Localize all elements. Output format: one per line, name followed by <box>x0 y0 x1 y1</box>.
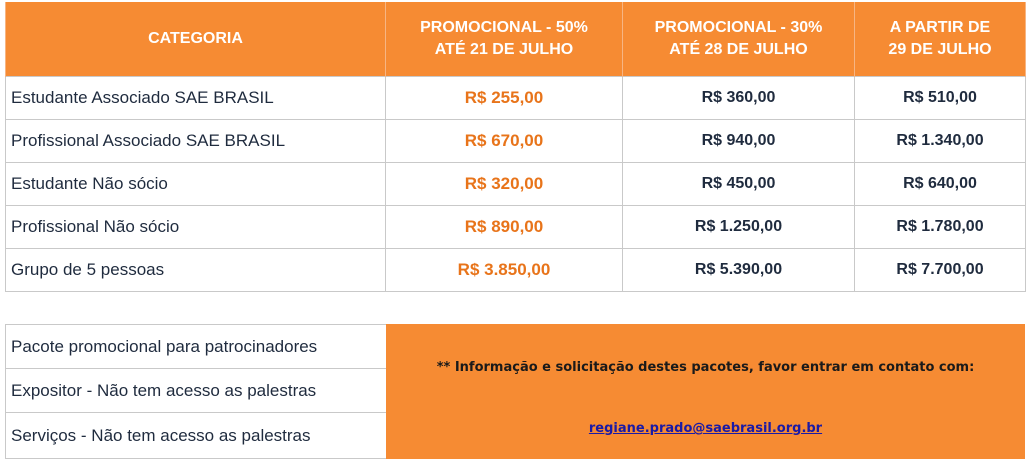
header-full-price-line2: 29 DE JULHO <box>888 41 992 58</box>
package-list <box>5 324 387 459</box>
header-promo-30-line2: ATÉ 28 DE JULHO <box>669 41 808 58</box>
promo-50-price: R$ 320,00 <box>386 163 623 206</box>
promo-30-price: R$ 360,00 <box>623 77 855 120</box>
category-cell: Profissional Não sócio <box>6 206 386 249</box>
header-promo-30-line1: PROMOCIONAL - 30% <box>654 19 823 36</box>
promo-50-price: R$ 890,00 <box>386 206 623 249</box>
table-row <box>6 120 1026 163</box>
full-price: R$ 1.340,00 <box>855 120 1026 163</box>
full-price: R$ 510,00 <box>855 77 1026 120</box>
category-cell: Estudante Não sócio <box>6 163 386 206</box>
package-contact-box <box>386 324 1025 459</box>
price-table <box>5 2 1026 292</box>
category-cell: Grupo de 5 pessoas <box>6 249 386 292</box>
list-item: Serviços - Não tem acesso as palestras <box>11 425 311 445</box>
full-price: R$ 1.780,00 <box>855 206 1026 249</box>
category-cell: Profissional Associado SAE BRASIL <box>6 120 386 163</box>
header-category-label: CATEGORIA <box>148 30 243 47</box>
price-table-header <box>6 2 1026 77</box>
promo-50-price: R$ 670,00 <box>386 120 623 163</box>
list-item: Pacote promocional para patrocinadores <box>6 325 386 369</box>
header-promo-50 <box>386 2 623 77</box>
table-row <box>6 249 1026 292</box>
promo-30-price: R$ 940,00 <box>623 120 855 163</box>
header-promo-50-line2: ATÉ 21 DE JULHO <box>434 41 574 58</box>
header-promo-30 <box>623 2 855 77</box>
promo-30-price: R$ 5.390,00 <box>623 249 855 292</box>
header-category <box>6 2 386 77</box>
promo-50-price: R$ 255,00 <box>386 77 623 120</box>
table-row <box>6 163 1026 206</box>
contact-email-link[interactable]: regiane.prado@saebrasil.org.br <box>588 421 823 436</box>
header-full-price <box>855 2 1026 77</box>
header-promo-50-line1: PROMOCIONAL - 50% <box>420 19 588 36</box>
category-cell: Estudante Associado SAE BRASIL <box>6 77 386 120</box>
promo-30-price: R$ 1.250,00 <box>623 206 855 249</box>
table-row <box>6 206 1026 249</box>
promo-50-price: R$ 3.850,00 <box>386 249 623 292</box>
contact-note: ** Informação e solicitação destes pacotes, favor entrar em contato com: <box>436 360 975 375</box>
full-price: R$ 7.700,00 <box>855 249 1026 292</box>
list-item: Expositor - Não tem acesso as palestras <box>6 369 386 413</box>
full-price: R$ 640,00 <box>855 163 1026 206</box>
promo-30-price: R$ 450,00 <box>623 163 855 206</box>
header-full-price-line1: A PARTIR DE <box>889 19 991 36</box>
table-row <box>6 77 1026 120</box>
packages-section <box>5 324 1025 459</box>
